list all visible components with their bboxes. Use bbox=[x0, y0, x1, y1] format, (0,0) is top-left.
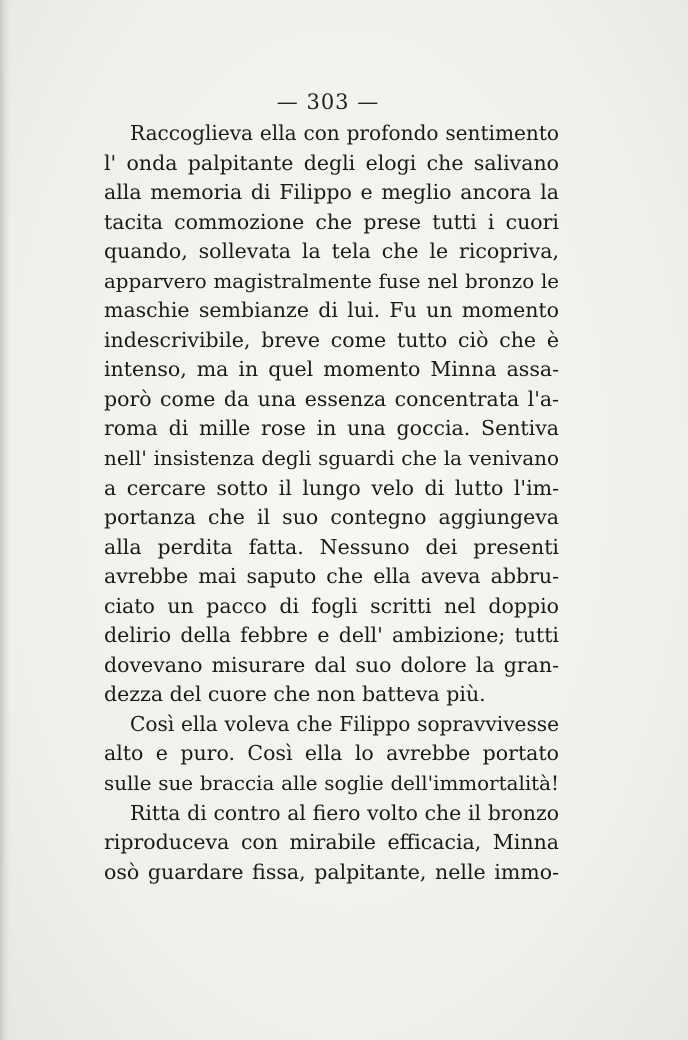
text-line: Raccoglieva ella con profondo sentimento bbox=[130, 121, 559, 145]
page-number: — 303 — bbox=[276, 90, 380, 114]
text-line: osò guardare fissa, palpitante, nelle immo- bbox=[104, 859, 559, 884]
text-line: sulle sue braccia alle soglie dell'immortalità! bbox=[104, 772, 559, 796]
text-line: Ritta di contro al fiero volto che il bronzo bbox=[130, 800, 559, 825]
text-line: avrebbe mai saputo che ella aveva abbru- bbox=[104, 564, 559, 589]
text-line: ciato un pacco di fogli scritti nel doppio bbox=[104, 593, 559, 618]
text-line: a cercare sotto il lungo velo di lutto l'im- bbox=[104, 475, 559, 500]
text-line: porò come da una essenza concentrata l'a- bbox=[104, 386, 559, 411]
text-line: alla perdita fatta. Nessuno dei presenti bbox=[104, 534, 559, 559]
text-line: riproduceva con mirabile efficacia, Minna bbox=[104, 830, 559, 855]
text-line: apparvero magistralmente fuse nel bronzo le bbox=[104, 269, 559, 293]
text-line: alla memoria di Filippo e meglio ancora la bbox=[104, 180, 559, 205]
text-line: Così ella voleva che Filippo sopravvivesse bbox=[130, 711, 559, 736]
text-line: roma di mille rose in una goccia. Sentiva bbox=[104, 416, 559, 441]
body-text bbox=[104, 119, 559, 887]
text-line: dovevano misurare dal suo dolore la gran- bbox=[104, 652, 559, 677]
text-line: delirio della febbre e dell' ambizione; tutti bbox=[104, 623, 559, 648]
text-line: indescrivibile, breve come tutto ciò che è bbox=[104, 327, 559, 352]
text-line: maschie sembianze di lui. Fu un momento bbox=[104, 298, 559, 323]
text-line: quando, sollevata la tela che le ricopriva, bbox=[104, 239, 559, 264]
text-line: dezza del cuore che non batteva più. bbox=[104, 682, 486, 707]
text-line: portanza che il suo contegno aggiungeva bbox=[104, 505, 559, 530]
text-line: alto e puro. Così ella lo avrebbe portato bbox=[104, 741, 559, 766]
text-line: intenso, ma in quel momento Minna assa- bbox=[104, 357, 559, 382]
page-binding-edge bbox=[0, 0, 10, 1040]
text-line: l' onda palpitante degli elogi che salivano bbox=[104, 150, 559, 175]
text-line: nell' insistenza degli sguardi che la venivano bbox=[104, 447, 559, 471]
text-line: tacita commozione che prese tutti i cuori bbox=[104, 209, 559, 234]
